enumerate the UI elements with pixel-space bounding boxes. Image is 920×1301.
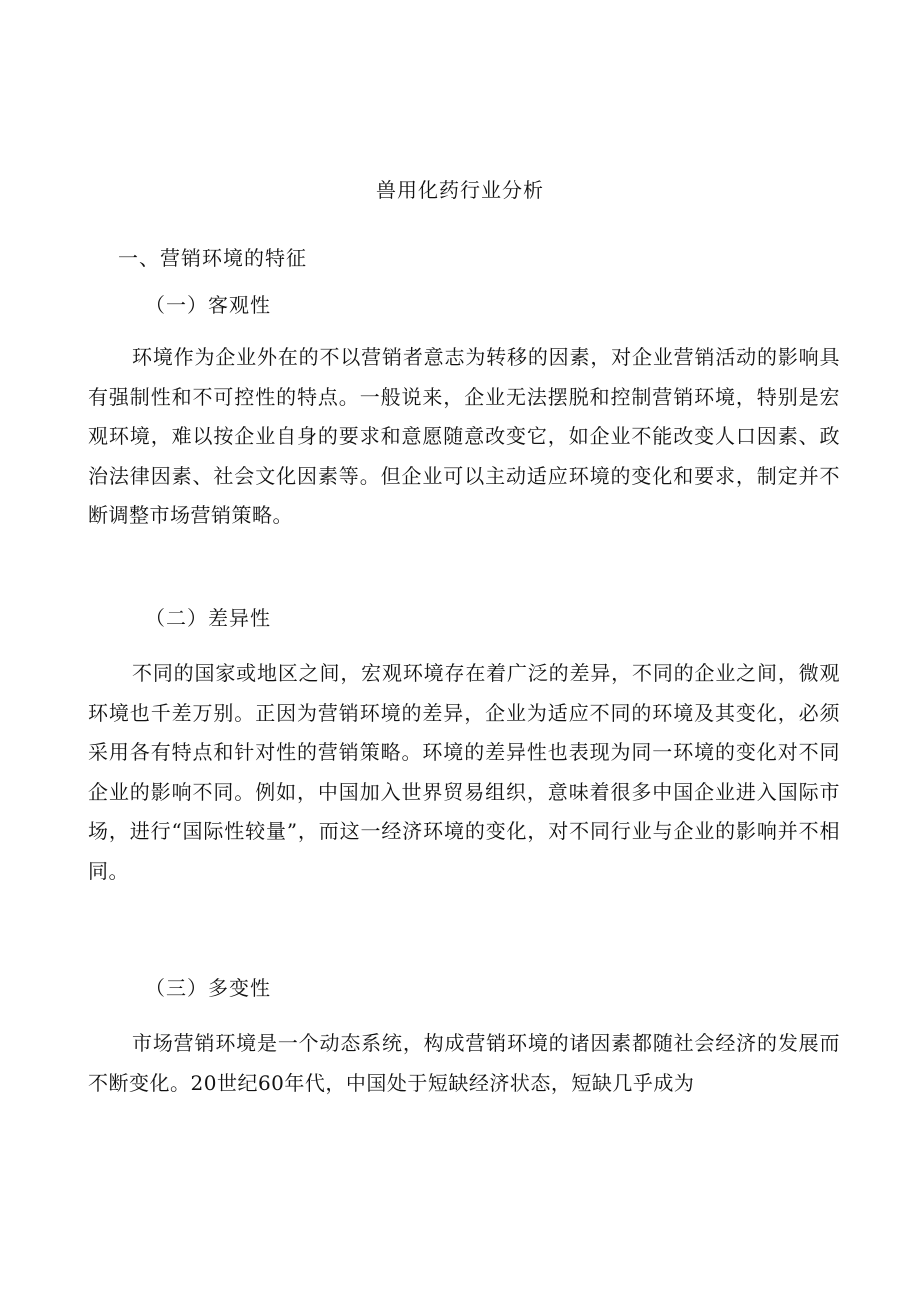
document-title: 兽用化药行业分析 (376, 178, 544, 202)
subsection-heading-variability: （三）多变性 (145, 976, 271, 1000)
subsection-heading-objectivity: （一）客观性 (145, 293, 271, 317)
section-heading-1: 一、营销环境的特征 (118, 246, 307, 270)
paragraph-difference: 不同的国家或地区之间，宏观环境存在着广泛的差异，不同的企业之间，微观环境也千差万别。正因为营销环境的差异，企业为适应不同的环境及其变化，必须采用各有特点和针对性的营销策略。环境的差异性也表现为同一环境的变化对不同企业的影响不同。例如，中国加入世界贸易组织，意味着很多中国企业进入国际市场，进行“国际性较量”，而这一经济环境的变化，对不同行业与企业的影响并不相同。 (88, 661, 840, 883)
paragraph-variability: 市场营销环境是一个动态系统，构成营销环境的诸因素都随社会经济的发展而不断变化。20世纪60年代，中国处于短缺经济状态，短缺几乎成为 (88, 1031, 840, 1095)
subsection-heading-difference: （二）差异性 (145, 606, 271, 630)
paragraph-objectivity: 环境作为企业外在的不以营销者意志为转移的因素，对企业营销活动的影响具有强制性和不可控性的特点。一般说来，企业无法摆脱和控制营销环境，特别是宏观环境，难以按企业自身的要求和意愿随意改变它，如企业不能改变人口因素、政治法律因素、社会文化因素等。但企业可以主动适应环境的变化和要求，制定并不断调整市场营销策略。 (88, 345, 840, 527)
